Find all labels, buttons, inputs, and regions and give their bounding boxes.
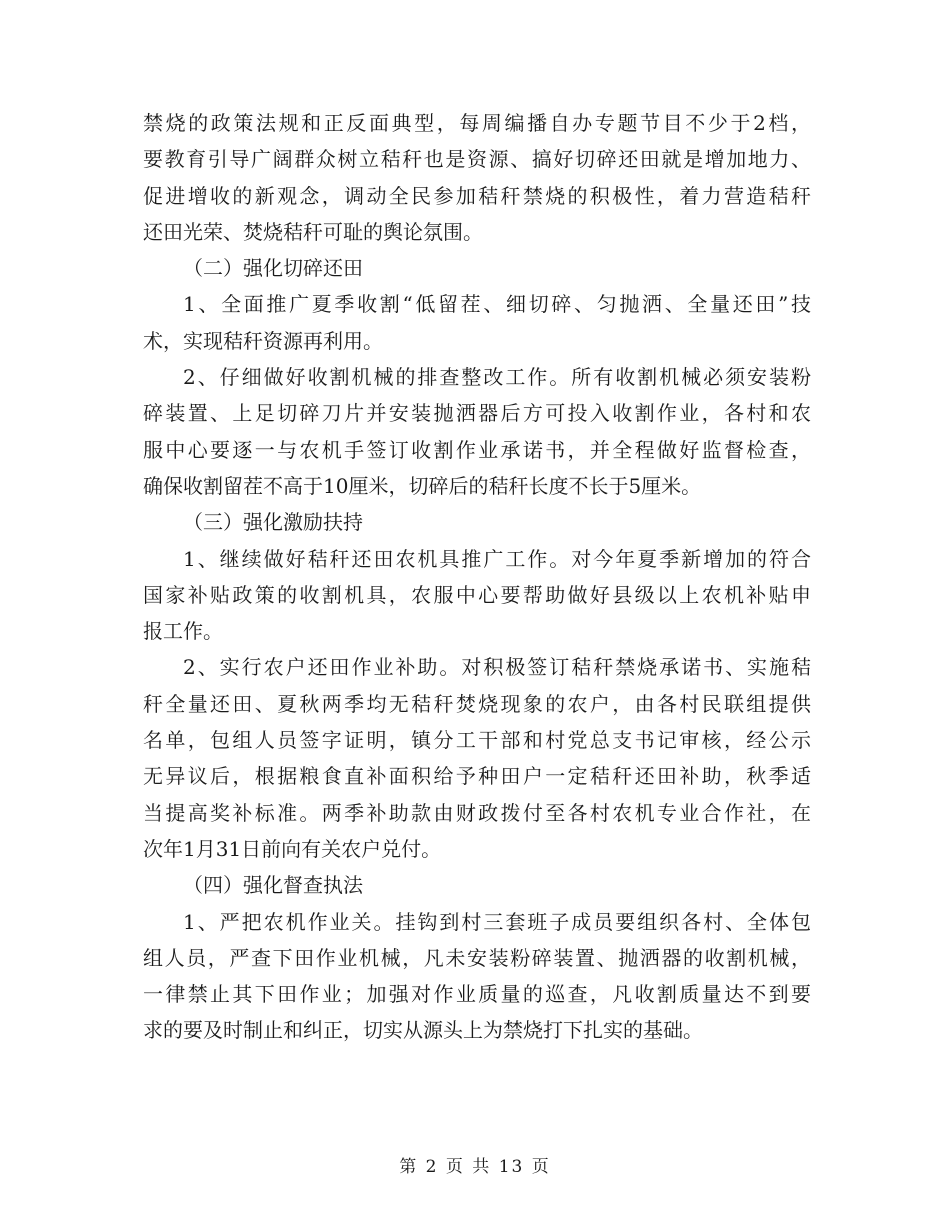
- text-line: 术，实现秸秆资源再利用。: [143, 328, 383, 353]
- text-line: 2、仔细做好收割机械的排查整改工作。所有收割机械必须安装粉: [183, 365, 811, 390]
- section-heading: （四）强化督查执法: [183, 873, 363, 898]
- text-line: 组人员，严查下田作业机械，凡未安装粉碎装置、抛洒器的收割机械，: [143, 945, 811, 970]
- text-line: 要教育引导广阔群众树立秸秆也是资源、搞好切碎还田就是增加地力、: [143, 147, 811, 172]
- text-line: 秆全量还田、夏秋两季均无秸秆焚烧现象的农户，由各村民联组提供: [143, 691, 811, 716]
- text-line: 还田光荣、焚烧秸秆可耻的舆论氛围。: [143, 219, 483, 244]
- text-line: 禁烧的政策法规和正反面典型，每周编播自办专题节目不少于2档，: [143, 111, 811, 135]
- text-line: 一律禁止其下田作业；加强对作业质量的巡查，凡收割质量达不到要: [143, 982, 811, 1007]
- text-line: 无异议后，根据粮食直补面积给予种田户一定秸秆还田补助，秋季适: [143, 764, 811, 789]
- text-line: 2、实行农户还田作业补助。对积极签订秸秆禁烧承诺书、实施秸: [183, 655, 811, 680]
- page-number-footer: 第 2 页 共 13 页: [399, 1157, 551, 1177]
- text-line: 1、严把农机作业关。挂钩到村三套班子成员要组织各村、全体包: [183, 909, 811, 934]
- text-line: 服中心要逐一与农机手签订收割作业承诺书，并全程做好监督检查，: [143, 437, 811, 462]
- text-line: 确保收割留茬不高于10厘米，切碎后的秸秆长度不长于5厘米。: [143, 473, 702, 498]
- text-line: 报工作。: [143, 619, 223, 644]
- section-heading: （三）强化激励扶持: [183, 510, 363, 535]
- section-heading: （二）强化切碎还田: [183, 256, 363, 281]
- text-line: 求的要及时制止和纠正，切实从源头上为禁烧打下扎实的基础。: [143, 1018, 703, 1043]
- text-line: 名单，包组人员签字证明，镇分工干部和村党总支书记审核，经公示: [143, 728, 811, 753]
- text-line: 1、全面推广夏季收割“低留茬、细切碎、匀抛洒、全量还田”技: [183, 292, 811, 317]
- text-line: 碎装置、上足切碎刀片并安装抛洒器后方可投入收割作业，各村和农: [143, 401, 811, 426]
- text-line: 1、继续做好秸秆还田农机具推广工作。对今年夏季新增加的符合: [183, 546, 811, 571]
- text-line: 次年1月31日前向有关农户兑付。: [143, 836, 442, 861]
- text-line: 国家补贴政策的收割机具，农服中心要帮助做好县级以上农机补贴申: [143, 582, 811, 607]
- text-line: 当提高奖补标准。两季补助款由财政拨付至各村农机专业合作社，在: [143, 800, 811, 825]
- document-body: [143, 105, 811, 1049]
- text-line: 促进增收的新观念，调动全民参加秸秆禁烧的积极性，着力营造秸秆: [143, 183, 811, 208]
